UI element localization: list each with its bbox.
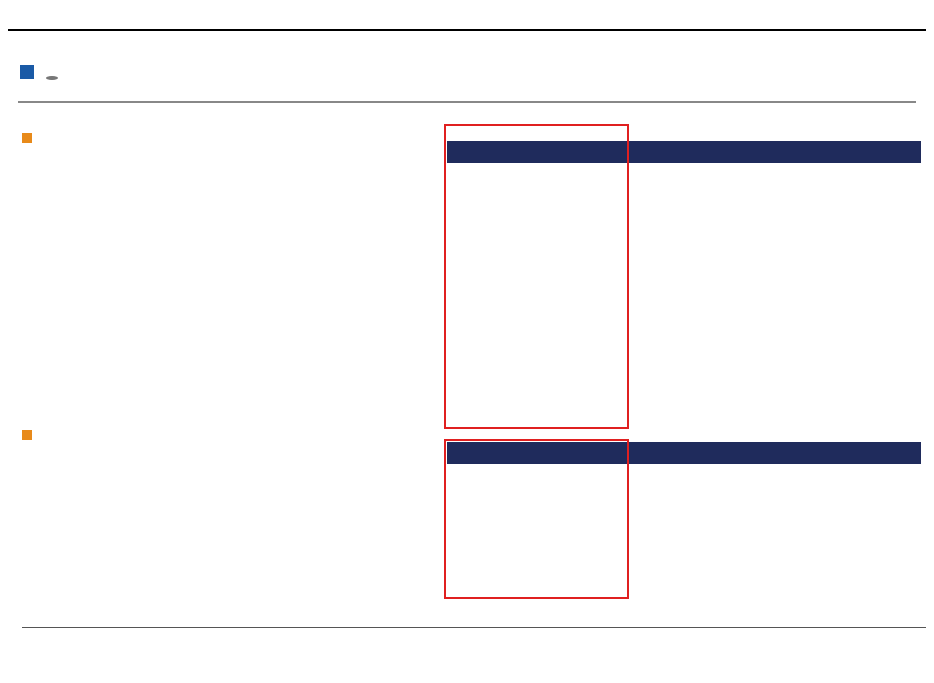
footer-divider [22, 627, 926, 628]
square-bullet-icon [22, 430, 32, 440]
current-column-highlight-box [444, 439, 629, 599]
section-credit-money-heading [22, 430, 54, 440]
col-header-change [763, 442, 921, 464]
caption-divider [8, 29, 926, 31]
col-header-change [763, 141, 921, 163]
title-divider [18, 101, 916, 103]
section-base-money-heading [22, 133, 54, 143]
title-quantity-circled [46, 76, 58, 80]
page-title [20, 52, 60, 92]
square-bullet-icon [22, 133, 32, 143]
square-bullet-icon [20, 65, 34, 79]
current-column-highlight-box [444, 124, 629, 429]
